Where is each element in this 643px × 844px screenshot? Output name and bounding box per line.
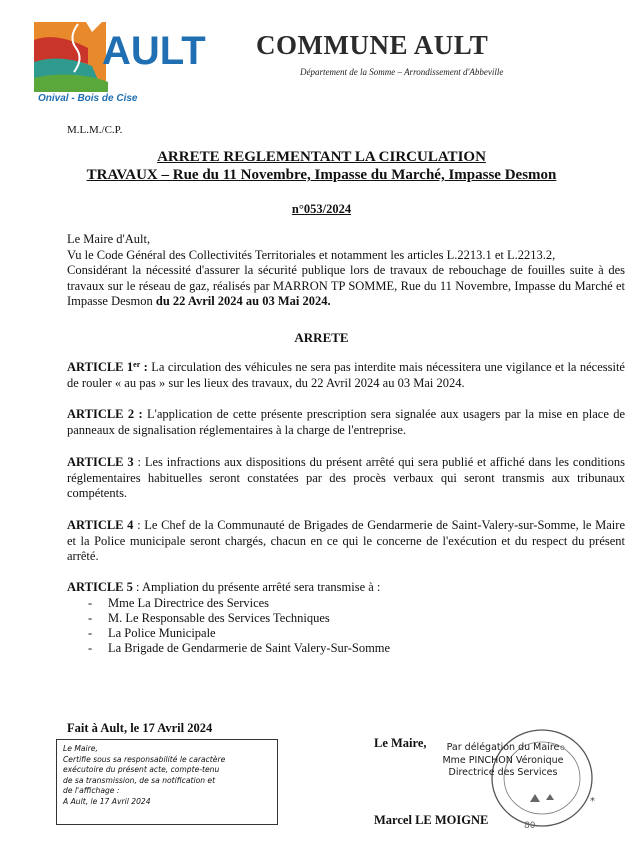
- article-1-label: [67, 360, 148, 374]
- delegation-line: Mme PINCHON Véronique: [442, 754, 564, 766]
- mayor-label: Le Maire,: [374, 736, 427, 750]
- article-5-label: ARTICLE 5: [67, 580, 133, 594]
- article-3-text: : Les infractions aux dispositions du présent arrêté qui sera publié et affiché dans les conditions réglementaires habituelles seront constatées par des procès verbaux qui seront transmis aux tribunaux compétents.: [67, 455, 625, 500]
- article-2: [67, 407, 625, 438]
- preamble-legal-basis: Vu le Code Général des Collectivités Territoriales et notamment les articles L.2213.1 et L.2213.2,: [67, 247, 556, 262]
- arrete-heading: ARRETE: [294, 330, 349, 345]
- delegation-line: Directrice des Services: [448, 767, 558, 778]
- article-1: [67, 360, 625, 391]
- commune-title: COMMUNE AULT: [256, 30, 489, 60]
- article-4: [67, 518, 625, 565]
- list-item: - La Police Municipale: [88, 626, 390, 641]
- signed-date: Fait à Ault, le 17 Avril 2024: [67, 721, 213, 735]
- delegation-block: [430, 742, 576, 780]
- preamble-considering: [67, 263, 625, 310]
- certification-line: exécutoire du présent acte, compte-tenu: [63, 765, 220, 775]
- preamble-dates: du 22 Avril 2024 au 03 Mai 2024.: [155, 294, 331, 308]
- reference-code: M.L.M./C.P.: [67, 124, 123, 136]
- article-3: [67, 455, 625, 502]
- svg-text:o: o: [560, 743, 565, 752]
- article-4-label: ARTICLE 4: [67, 518, 134, 532]
- recipient-list: [88, 596, 390, 656]
- certification-line: Le Maire,: [63, 744, 98, 753]
- list-item: - M. Le Responsable des Services Techniques: [88, 611, 390, 626]
- commune-logo: [28, 18, 208, 104]
- certification-line: A Ault, le 17 Avril 2024: [63, 796, 151, 806]
- article-2-label: ARTICLE 2 :: [67, 407, 143, 421]
- delegation-line: Par délégation du Maire: [446, 742, 560, 753]
- article-4-text: : Le Chef de la Communauté de Brigades de Gendarmerie de Saint-Valery-sur-Somme, le Maire et la Police municipale seront chargés, chacun en ce qui le concerne de l'exécution et du respect du présent arrêté.: [67, 518, 625, 563]
- commune-subtitle: Département de la Somme – Arrondissement d'Abbeville: [300, 67, 504, 77]
- certification-line: de sa transmission, de sa notification et: [63, 775, 216, 785]
- list-item: - Mme La Directrice des Services: [88, 596, 390, 611]
- article-1-text: La circulation des véhicules ne sera pas interdite mais nécessitera une vigilance et la nécessité de rouler « au pas » sur les lieux des travaux, du 22 Avril 2024 au 03 Mai 2024.: [67, 360, 625, 390]
- decree-number: n°053/2024: [291, 202, 352, 216]
- decree-title: ARRETE REGLEMENTANT LA CIRCULATION: [157, 149, 486, 165]
- article-1-label-sup: er: [133, 360, 141, 369]
- svg-text:*: *: [590, 796, 595, 807]
- decree-subject: TRAVAUX – Rue du 11 Novembre, Impasse du Marché, Impasse Desmon: [86, 167, 557, 183]
- preamble-considering-text: Considérant la nécessité d'assurer la sécurité publique lors de travaux de rebouchage de fouilles suite à des travaux sur le réseau de gaz, réalisés par MARRON TP SOMME, Rue du 11 Novembre, Impasse du Marché et Impasse Desmon: [67, 263, 625, 308]
- logo-tagline: Onival - Bois de Cise: [38, 93, 138, 104]
- logo-word: AULT: [102, 29, 206, 73]
- certification-line: de l'affichage :: [63, 786, 120, 796]
- article-5-text: : Ampliation du présente arrêté sera transmise à :: [132, 580, 381, 594]
- list-item: - La Brigade de Gendarmerie de Saint Valery-Sur-Somme: [88, 641, 390, 656]
- article-2-text: L'application de cette présente prescription sera signalée aux usagers par la mise en place de panneaux de signalisation réglementaires à la charge de l'entreprise.: [67, 407, 625, 437]
- article-1-label-colon: :: [140, 360, 148, 374]
- preamble-mayor: Le Maire d'Ault,: [67, 232, 151, 246]
- certification-box: [56, 739, 278, 825]
- svg-text:80: 80: [524, 821, 536, 831]
- article-5: [67, 580, 625, 596]
- article-3-label: ARTICLE 3: [67, 455, 134, 469]
- mayor-name: Marcel LE MOIGNE: [374, 813, 489, 827]
- preamble: [67, 232, 625, 310]
- article-1-label-main: ARTICLE 1: [67, 360, 134, 374]
- certification-line: Certifie sous sa responsabilité le caractère: [63, 754, 226, 764]
